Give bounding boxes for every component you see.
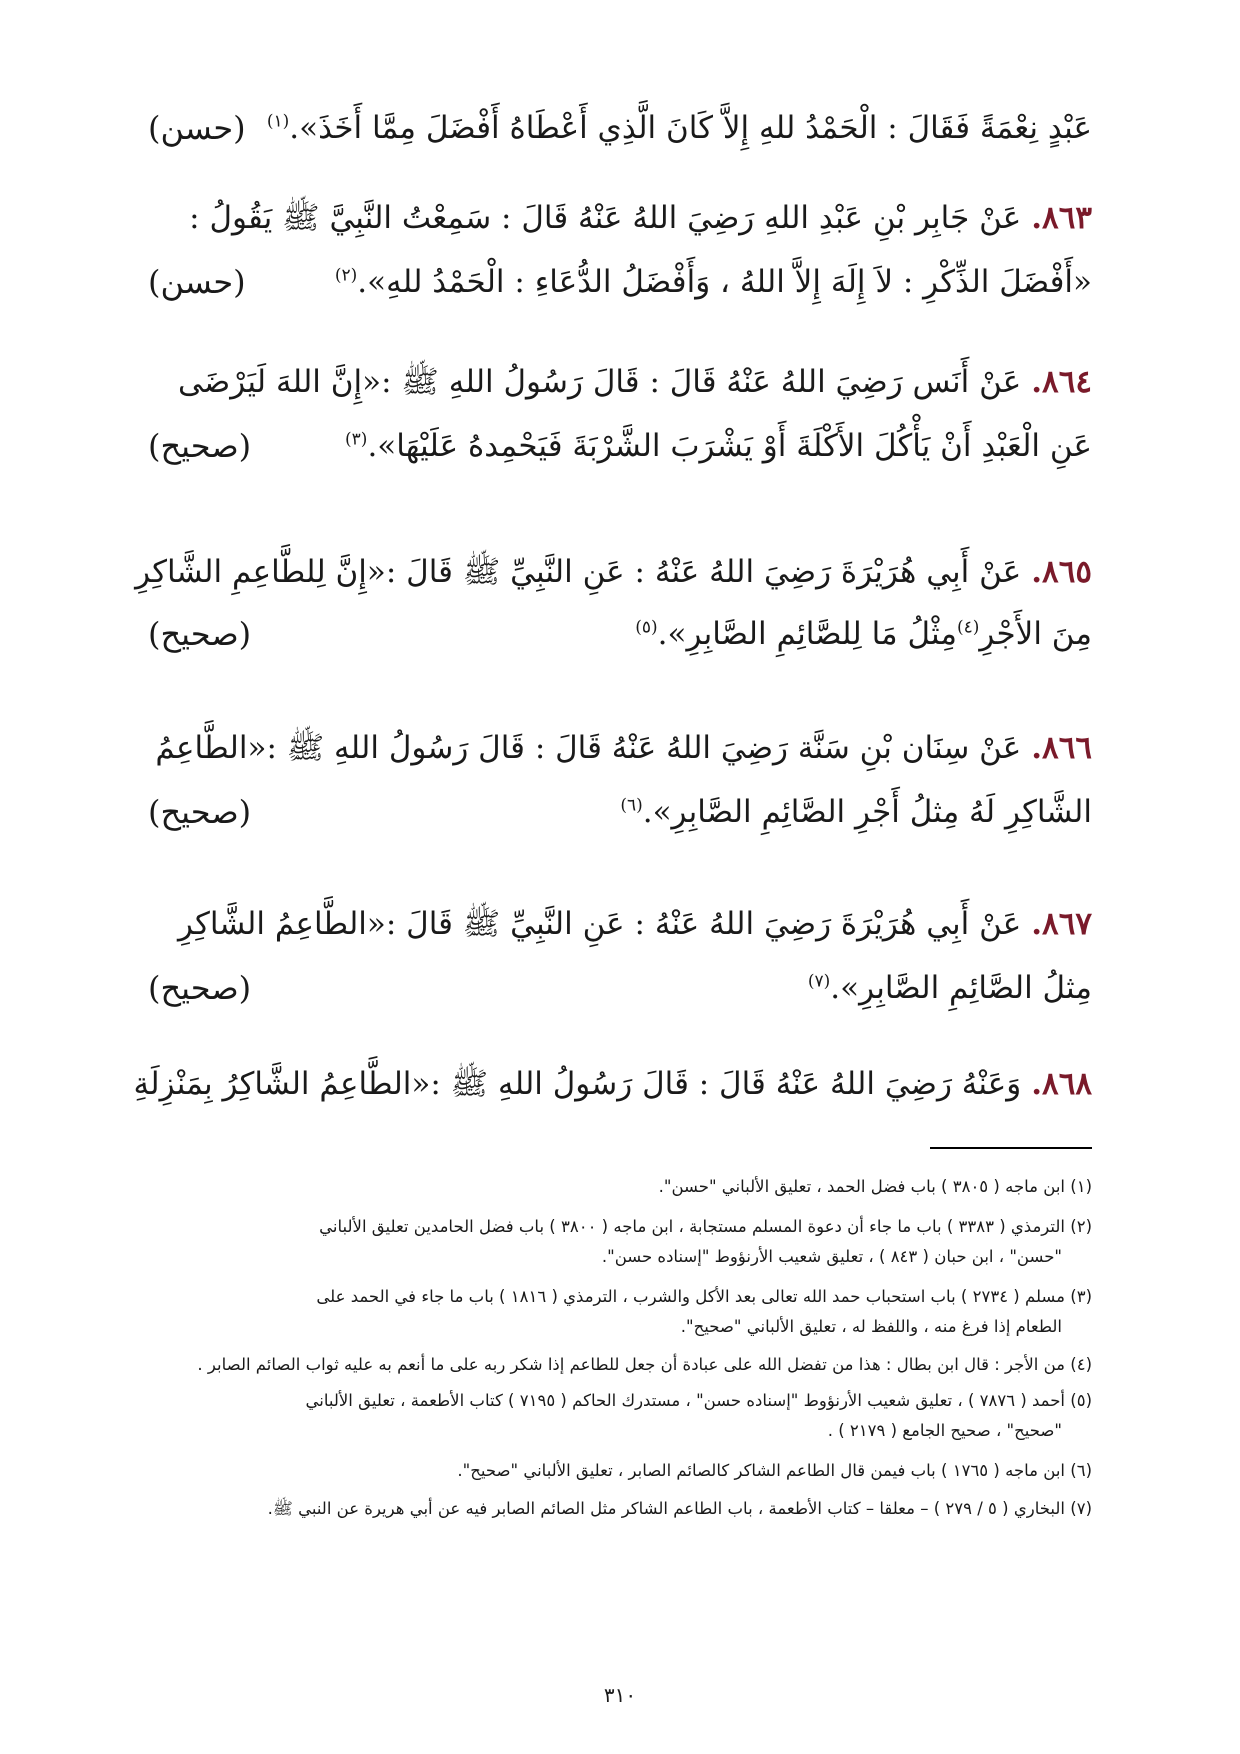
hadith-868-line-1 (133, 1052, 1092, 1116)
hadith-text: مِثْلُ مَا لِلصَّائِمِ الصَّابِرِ». (657, 616, 957, 652)
hadith-864-line-1 (148, 350, 1092, 414)
footnote-3-continued: الطعام إذا فرغ منه ، واللفظ له ، تعليق الألباني "صحيح". (680, 1317, 1062, 1336)
footnote-ref[interactable]: (٦) (620, 795, 643, 816)
hadith-867-line-2 (148, 956, 1092, 1020)
footnote-ref[interactable]: (١) (266, 111, 290, 132)
grade-label: (حسن) (148, 263, 246, 301)
hadith-863-line-1 (148, 186, 1092, 250)
hadith-text: عَنْ أَبِي هُرَيْرَةَ رَضِيَ اللهُ عَنْهُ : عَنِ النَّبِيِّ ﷺ قَالَ :«إِنَّ لِلطَّاعِمِ الشَّاكِرِ (135, 554, 1022, 590)
grade-label: (صحيح) (148, 793, 252, 831)
footnote-3: (٣) مسلم ( ٢٧٣٤ ) باب استحباب حمد الله تعالى بعد الأكل والشرب ، الترمذي ( ١٨١٦ ) باب ما جاء في الحمد على (316, 1287, 1092, 1306)
hadith-number: ٨٦٤. (1031, 364, 1092, 400)
hadith-864-line-2 (148, 414, 1092, 478)
footnote-1: (١) ابن ماجه ( ٣٨٠٥ ) باب فضل الحمد ، تعليق الألباني "حسن". (658, 1177, 1092, 1196)
footnote-ref[interactable]: (٣) (345, 429, 368, 450)
hadith-number: ٨٦٧. (1031, 906, 1092, 942)
hadith-text: عَنْ أَنَس رَضِيَ اللهُ عَنْهُ قَالَ : قَالَ رَسُولُ اللهِ ﷺ :«إِنَّ اللهَ لَيَرْضَى (178, 364, 1022, 400)
grade-label: (صحيح) (148, 615, 252, 653)
footnote-ref[interactable]: (٧) (807, 971, 831, 992)
hadith-text: «أَفْضَلَ الذِّكْرِ : لاَ إِلَهَ إِلاَّ اللهُ ، وَأَفْضَلُ الدُّعَاءِ : الْحَمْدُ للهِ». (357, 264, 1092, 300)
footnote-ref[interactable]: (٢) (334, 265, 358, 286)
footnote-ref[interactable]: (٥) (635, 617, 658, 638)
footnote-separator (930, 1147, 1092, 1149)
footnote-4: (٤) من الأجر : قال ابن بطال : هذا من تفضل الله على عبادة أن جعل للطاعم إذا شكر ربه على ما أنعم به عليه ثواب الصائم الصابر . (197, 1355, 1092, 1374)
grade-label: (صحيح) (148, 427, 252, 465)
hadith-text: مِنَ الأَجْرِ (979, 616, 1092, 652)
hadith-865-line-2 (148, 602, 1092, 666)
footnote-2-continued: "حسن" ، ابن حبان ( ٨٤٣ ) ، تعليق شعيب الأرنؤوط "إسناده حسن". (601, 1247, 1062, 1266)
grade-label: (حسن) (148, 109, 246, 147)
hadith-number: ٨٦٨. (1031, 1066, 1092, 1102)
hadith-867-line-1 (148, 892, 1092, 956)
hadith-text: الشَّاكِرِ لَهُ مِثلُ أَجْرِ الصَّائِمِ الصَّابِرِ». (642, 794, 1092, 830)
hadith-number: ٨٦٣. (1031, 200, 1092, 236)
page-number: ٣١٠ (603, 1683, 637, 1707)
grade-label: (صحيح) (148, 969, 252, 1007)
footnote-7: (٧) البخاري ( ٥ / ٢٧٩ ) – معلقا – كتاب الأطعمة ، باب الطاعم الشاكر مثل الصائم الصابر فيه عن أبي هريرة عن النبي ﷺ. (267, 1499, 1092, 1518)
hadith-text: عَنْ أَبِي هُرَيْرَةَ رَضِيَ اللهُ عَنْهُ : عَنِ النَّبِيِّ ﷺ قَالَ :«الطَّاعِمُ الشَّاكِرِ (177, 906, 1022, 942)
hadith-text: عَبْدٍ نِعْمَةً فَقَالَ : الْحَمْدُ للهِ إِلاَّ كَانَ الَّذِي أَعْطَاهُ أَفْضَلَ مِمَّا أَخَذَ». (289, 110, 1092, 146)
footnote-ref[interactable]: (٤) (956, 617, 980, 638)
hadith-text: وَعَنْهُ رَضِيَ اللهُ عَنْهُ قَالَ : قَالَ رَسُولُ اللهِ ﷺ :«الطَّاعِمُ الشَّاكِرُ بِمَنْزِلَةِ (133, 1066, 1022, 1102)
hadith-text: عَنْ سِنَان بْنِ سَنَّة رَضِيَ اللهُ عَنْهُ قَالَ : قَالَ رَسُولُ اللهِ ﷺ :«الطَّاعِمُ (155, 730, 1022, 766)
hadith-text: عَنْ جَابِر بْنِ عَبْدِ اللهِ رَضِيَ اللهُ عَنْهُ قَالَ : سَمِعْتُ النَّبِيَّ ﷺ يَقُولُ : (189, 200, 1022, 236)
hadith-866-line-2 (148, 780, 1092, 844)
footnote-5-continued: "صحيح" ، صحيح الجامع ( ٢١٧٩ ) . (827, 1421, 1062, 1440)
hadith-text: مِثلُ الصَّائِمِ الصَّابِرِ». (830, 970, 1092, 1006)
footnote-5: (٥) أحمد ( ٧٨٧٦ ) ، تعليق شعيب الأرنؤوط "إسناده حسن" ، مستدرك الحاكم ( ٧١٩٥ ) كتاب الأطعمة ، تعليق الألباني (305, 1391, 1092, 1410)
hadith-866-line-1 (148, 716, 1092, 780)
hadith-865-line-1 (135, 540, 1092, 604)
hadith-number: ٨٦٥. (1031, 554, 1092, 590)
hadith-text: عَنِ الْعَبْدِ أَنْ يَأْكُلَ الأَكْلَةَ أَوْ يَشْرَبَ الشَّرْبَةَ فَيَحْمِدهُ عَلَيْهَا». (367, 428, 1092, 464)
footnote-2: (٢) الترمذي ( ٣٣٨٣ ) باب ما جاء أن دعوة المسلم مستجابة ، ابن ماجه ( ٣٨٠٠ ) باب فضل الحامدين تعليق الألباني (319, 1217, 1092, 1236)
footnote-6: (٦) ابن ماجه ( ١٧٦٥ ) باب فيمن قال الطاعم الشاكر كالصائم الصابر ، تعليق الألباني "صحيح". (457, 1461, 1092, 1480)
hadith-number: ٨٦٦. (1031, 730, 1092, 766)
hadith-863-line-2 (148, 250, 1092, 314)
hadith-continuation-line (148, 96, 1092, 160)
